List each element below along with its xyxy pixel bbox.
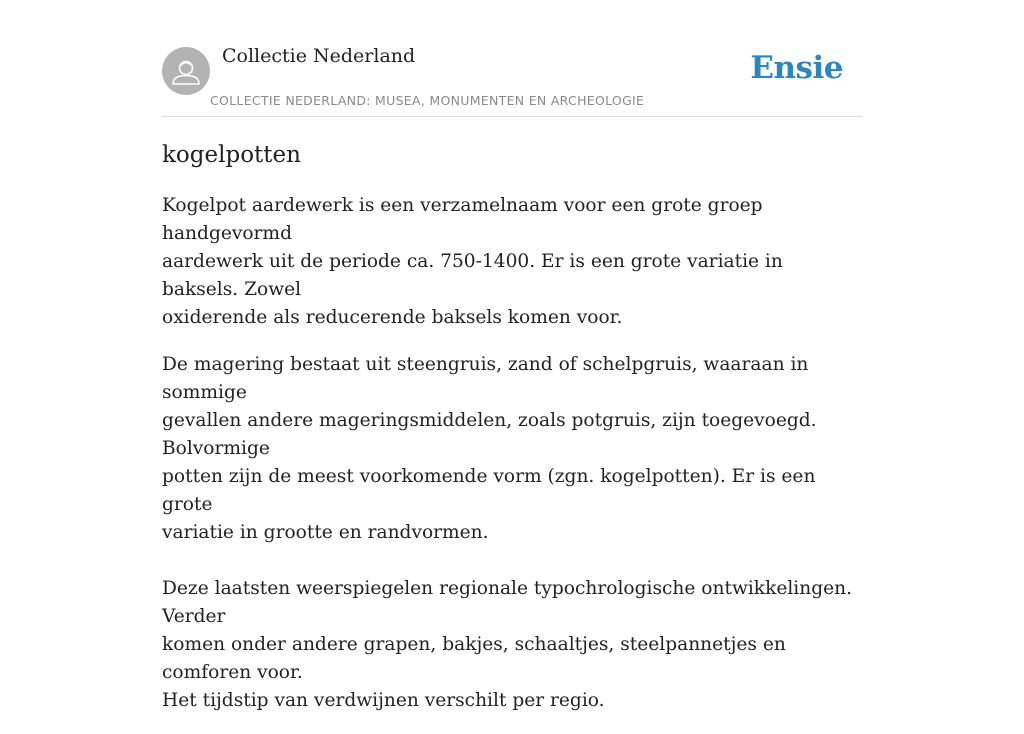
- source-link[interactable]: COLLECTIE NEDERLAND: MUSEA, MONUMENTEN EN ARCHEOLOGIE: [210, 93, 645, 108]
- paragraph: Kogelpot aardewerk is een verzamelnaam voor een grote groep handgevormd aardewerk uit de periode ca. 750-1400. Er is een grote variatie in baksels. Zowel oxiderende als reducerende baksels komen voor.: [162, 195, 783, 328]
- author-name-link[interactable]: Collectie Nederland: [222, 45, 416, 67]
- article-header: [162, 0, 862, 117]
- article-container: [162, 0, 862, 734]
- term-title: kogelpotten: [162, 142, 301, 168]
- ensie-logo[interactable]: Ensie: [750, 50, 843, 86]
- paragraph: De magering bestaat uit steengruis, zand of schelpgruis, waaraan in sommige gevallen andere mageringsmiddelen, zoals potgruis, zijn toegevoegd. Bolvormige potten zijn de meest voorkomende vorm (zgn. kogelpotten). Er is een grote variatie in grootte en randvormen. Deze laatsten weerspiegelen regionale typochrologische ontwikkelingen. Verder komen onder andere grapen, bakjes, schaaltjes, steelpannetjes en comforen voor. Het tijdstip van verdwijnen verschilt per regio.: [162, 354, 853, 711]
- user-icon: [162, 47, 210, 95]
- author-avatar[interactable]: [162, 47, 210, 95]
- article-content: [162, 192, 862, 715]
